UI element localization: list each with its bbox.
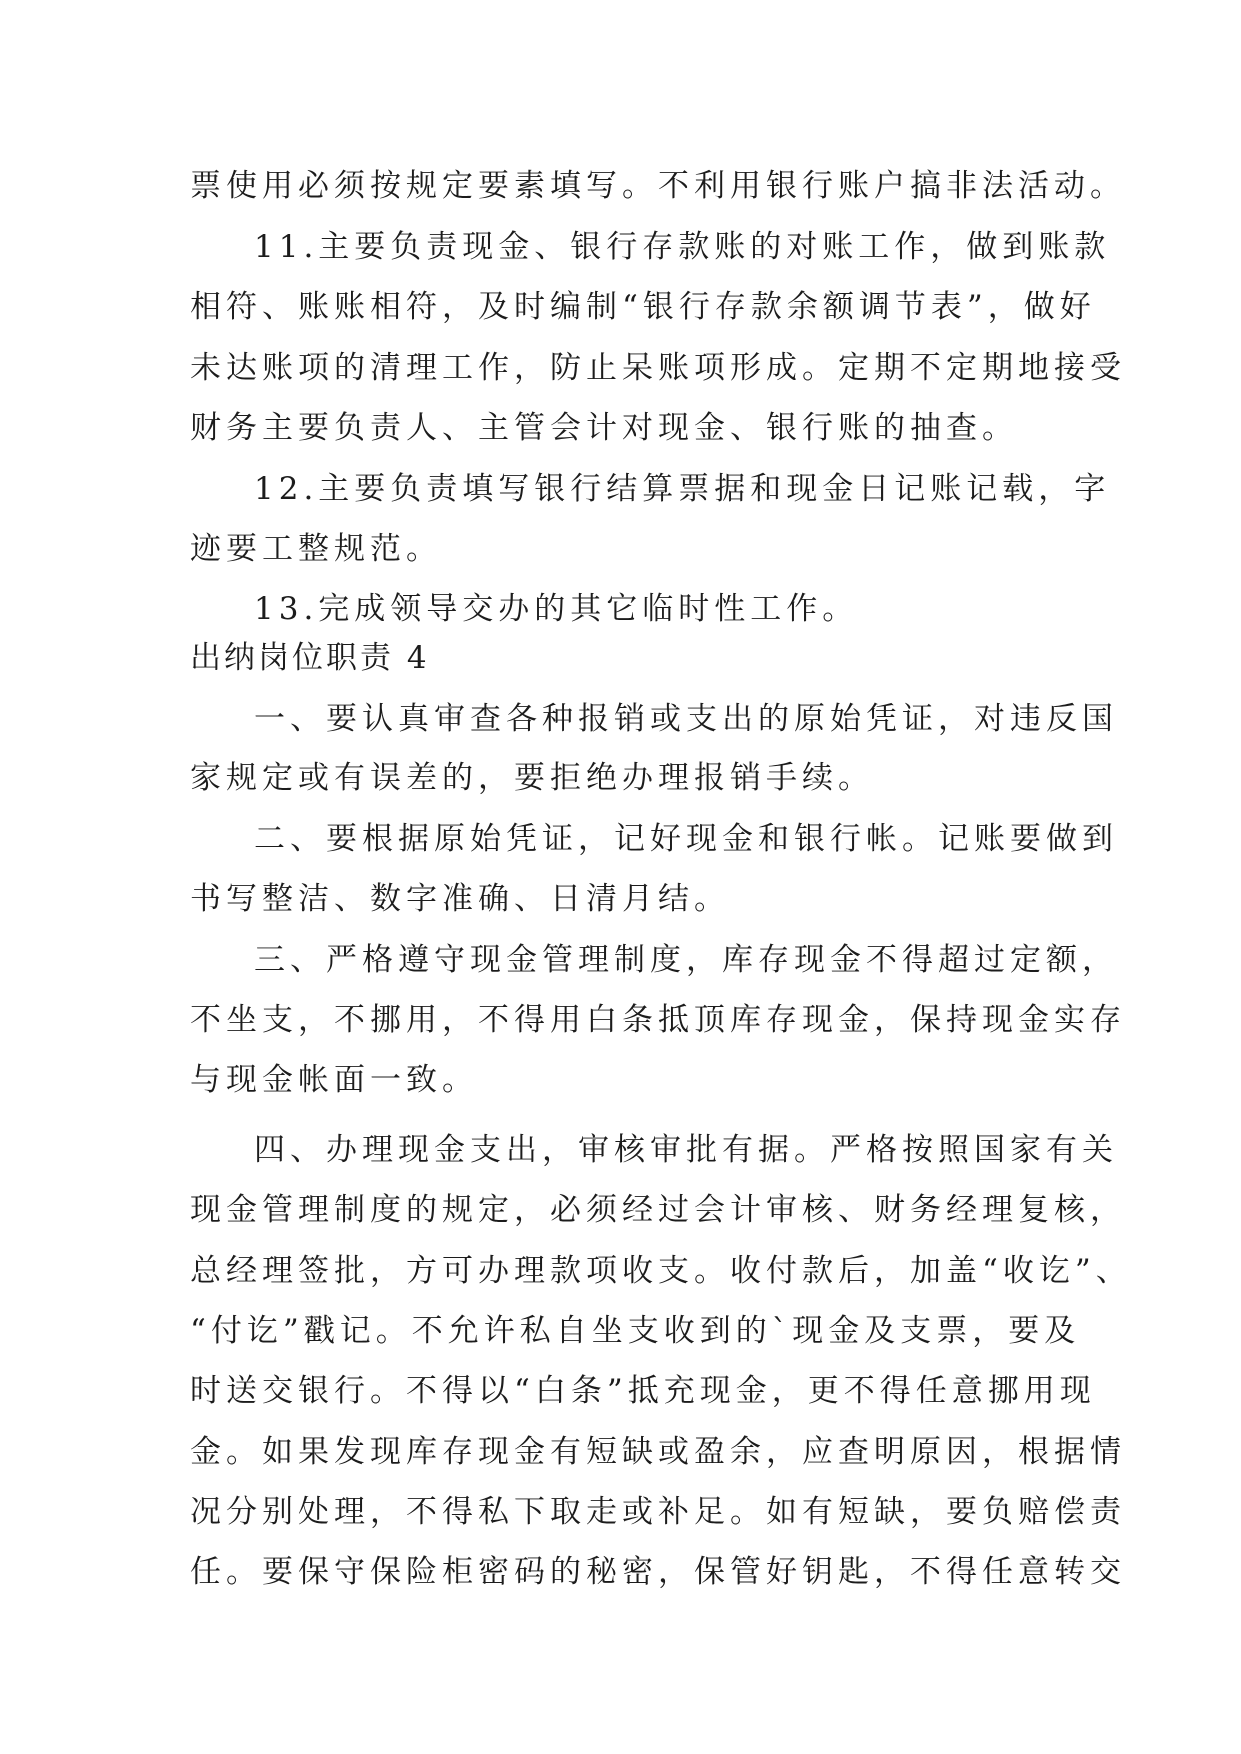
item-12-line-1: 12.主要负责填写银行结算票据和现金日记账记载，字 <box>254 471 1111 507</box>
section-4-line-5: 时送交银行。不得以“白条”抵充现金，更不得任意挪用现 <box>190 1373 1096 1409</box>
item-11-line-2: 相符、账账相符，及时编制“银行存款余额调节表”，做好 <box>190 289 1096 325</box>
section-4-line-1: 四、办理现金支出，审核审批有据。严格按照国家有关 <box>254 1132 1118 1168</box>
item-11-line-3: 未达账项的清理工作，防止呆账项形成。定期不定期地接受 <box>190 350 1126 386</box>
section-3-line-2: 不坐支，不挪用，不得用白条抵顶库存现金，保持现金实存 <box>190 1002 1126 1038</box>
section-4-line-2: 现金管理制度的规定，必须经过会计审核、财务经理复核， <box>190 1192 1126 1228</box>
section-heading: 出纳岗位职责 4 <box>190 640 430 676</box>
section-1-line-2: 家规定或有误差的，要拒绝办理报销手续。 <box>190 760 874 796</box>
section-2-line-1: 二、要根据原始凭证，记好现金和银行帐。记账要做到 <box>254 821 1118 857</box>
item-12-line-2: 迹要工整规范。 <box>190 531 442 567</box>
section-4-line-8: 任。要保守保险柜密码的秘密，保管好钥匙，不得任意转交 <box>190 1554 1126 1590</box>
section-4-line-7: 况分别处理，不得私下取走或补足。如有短缺，要负赔偿责 <box>190 1494 1126 1530</box>
section-4-line-6: 金。如果发现库存现金有短缺或盈余，应查明原因，根据情 <box>190 1434 1126 1470</box>
item-11-line-4: 财务主要负责人、主管会计对现金、银行账的抽查。 <box>190 410 1018 446</box>
section-4-line-4: “付讫”戳记。不允许私自坐支收到的`现金及支票，要及 <box>190 1313 1081 1349</box>
section-1-line-1: 一、要认真审查各种报销或支出的原始凭证，对违反国 <box>254 701 1118 737</box>
section-2-line-2: 书写整洁、数字准确、日清月结。 <box>190 881 730 917</box>
item-13-line-1: 13.完成领导交办的其它临时性工作。 <box>254 591 859 627</box>
section-4-line-3: 总经理签批，方可办理款项收支。收付款后，加盖“收讫”、 <box>190 1253 1132 1289</box>
section-3-line-1: 三、严格遵守现金管理制度，库存现金不得超过定额， <box>254 942 1118 978</box>
text-line-1: 票使用必须按规定要素填写。不利用银行账户搞非法活动。 <box>190 168 1126 204</box>
item-11-line-1: 11.主要负责现金、银行存款账的对账工作，做到账款 <box>254 229 1111 265</box>
section-3-line-3: 与现金帐面一致。 <box>190 1062 478 1098</box>
